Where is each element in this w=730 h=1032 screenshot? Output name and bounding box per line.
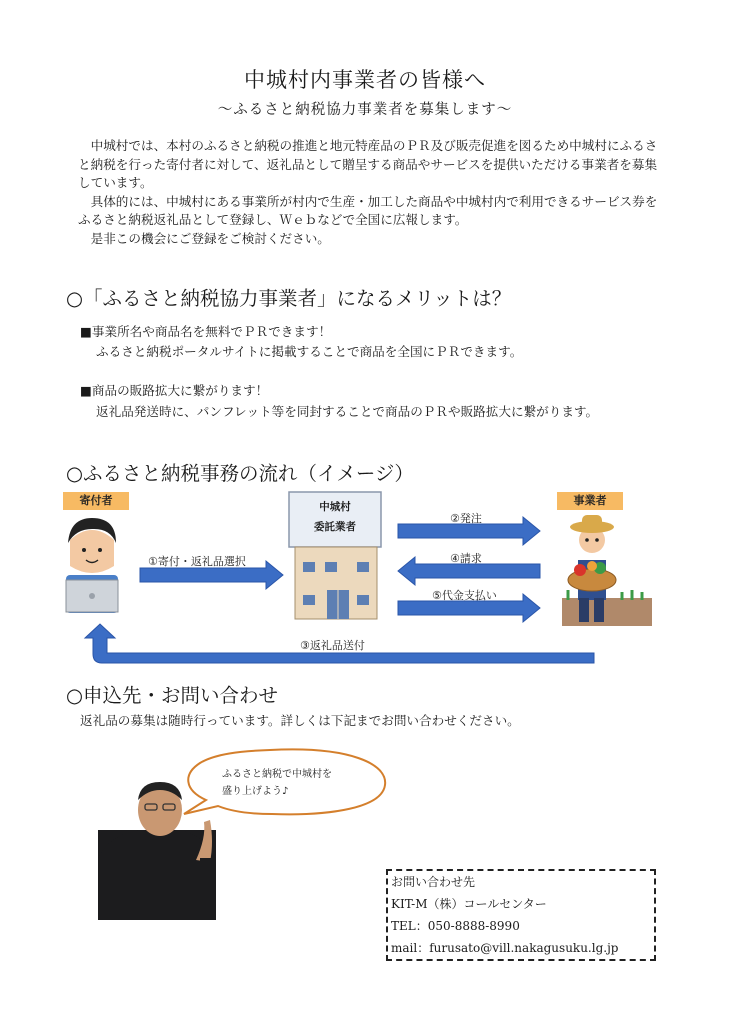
office-label-line2: 委託業者 — [314, 521, 356, 533]
contact-mail[interactable]: mail：furusato@vill.nakagusuku.lg.jp — [391, 941, 619, 955]
contact-company: KIT-M（株）コールセンター — [391, 897, 547, 911]
contact-intro: 返礼品の募集は随時行っています。詳しくは下記までお問い合わせください。 — [80, 713, 520, 728]
speech-text — [222, 766, 332, 800]
contact-heading: ○申込先・お問い合わせ — [66, 684, 279, 707]
speech-line: 盛り上げよう♪ — [222, 786, 289, 797]
merit-item-body: ふるさと納税ポータルサイトに掲載することで商品を全国にＰＲできます。 — [96, 344, 523, 359]
donor-person-icon — [66, 518, 118, 613]
intro-paragraph: 是非この機会にご登録をご検討ください。 — [90, 230, 330, 246]
merit-heading: ○「ふるさと納税協力事業者」になるメリットは？ — [66, 287, 512, 310]
page-subtitle: ～ふるさと納税協力事業者を募集します～ — [217, 102, 513, 118]
intro-paragraph: 具体的には、中城村にある事業所が村内で生産・加工した商品や中城村内で利用できるサービス券をふるさと納税返礼品として登録し、Ｗｅｂなどで全国に広報します。 — [78, 193, 658, 227]
office-label-line1: 中城村 — [319, 501, 351, 513]
intro-paragraph: 中城村では、本村のふるさと納税の推進と地元特産品のＰＲ及び販売促進を図るため中城村にふるさと納税を行った寄付者に対して、返礼品として贈呈する商品やサービスを提供いただける事業者を募集しています。 — [78, 138, 658, 190]
contact-box-title: お問い合わせ先 — [391, 875, 476, 889]
contact-box — [386, 869, 656, 961]
office-label — [290, 497, 380, 537]
step4-label: ④請求 — [450, 552, 482, 565]
presenter-photo — [98, 782, 216, 920]
business-farmer-icon — [562, 515, 652, 626]
business-label: 事業者 — [557, 492, 623, 510]
speech-line: ふるさと納税で中城村を — [222, 769, 332, 780]
step1-label: ①寄付・返礼品選択 — [148, 555, 246, 568]
flow-heading: ○ふるさと納税事務の流れ（イメージ） — [66, 462, 414, 485]
donor-label: 寄付者 — [63, 492, 129, 510]
page-title: 中城村内事業者の皆様へ — [244, 68, 486, 92]
step2-label: ②発注 — [450, 512, 482, 525]
step5-label: ⑤代金支払い — [432, 589, 497, 602]
step3-label: ③返礼品送付 — [300, 639, 365, 652]
merit-item-title: ■事業所名や商品名を無料でＰＲできます！ — [80, 324, 332, 339]
merit-item-body: 返礼品発送時に、パンフレット等を同封することで商品のＰＲや販路拡大に繋がります。 — [96, 404, 599, 419]
merit-item-title: ■商品の販路拡大に繋がります！ — [80, 383, 269, 398]
contact-tel: TEL：050-8888-8990 — [391, 919, 520, 933]
